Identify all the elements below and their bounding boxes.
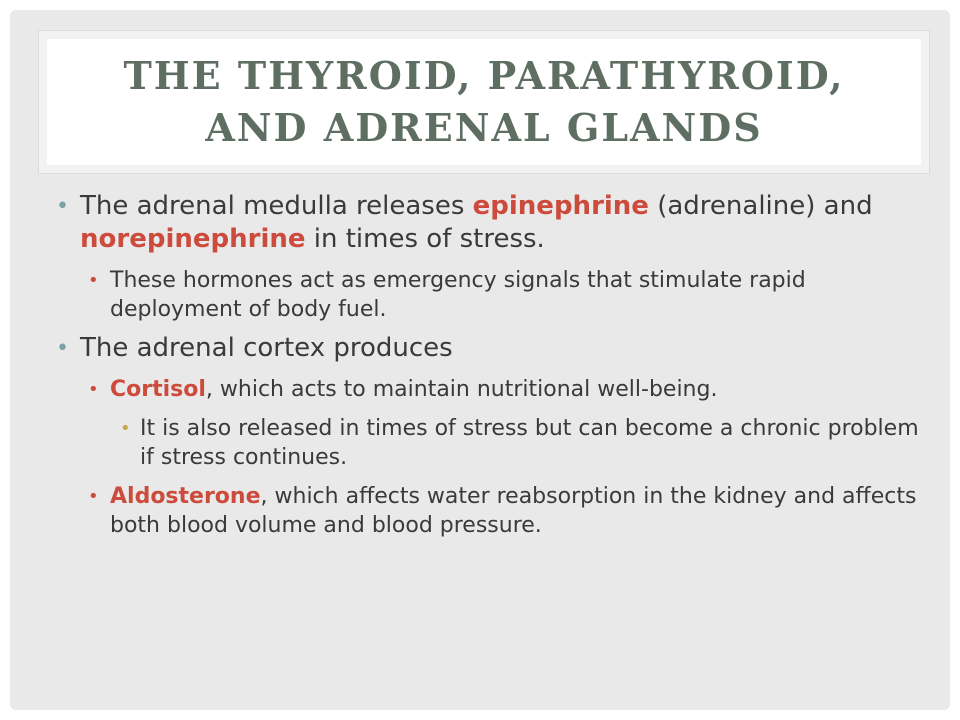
- slide: [10, 10, 950, 710]
- bullet-dot-icon: •: [88, 270, 99, 291]
- title-frame: [38, 30, 930, 174]
- bullet-text: The adrenal medulla releases: [80, 191, 473, 221]
- bullet-adrenal-medulla: [56, 190, 936, 256]
- highlight-aldosterone: Aldosterone: [110, 484, 261, 509]
- sub-sub-bullet-stress: [56, 414, 936, 472]
- bullet-text: in times of stress.: [305, 224, 545, 254]
- bullet-dot-icon: •: [56, 194, 69, 219]
- sub-bullet-aldosterone: [56, 482, 936, 540]
- bullet-adrenal-cortex: [56, 332, 936, 365]
- highlight-norepinephrine: norepinephrine: [80, 224, 306, 254]
- bullet-dot-icon: •: [56, 336, 69, 361]
- slide-title-line-1: THE THYROID, PARATHYROID,: [123, 53, 845, 98]
- bullet-dot-icon: •: [88, 486, 99, 507]
- bullet-dot-icon: •: [88, 379, 99, 400]
- bullet-text: The adrenal cortex produces: [80, 333, 453, 363]
- title-panel: [47, 39, 921, 165]
- slide-body: [56, 182, 936, 540]
- slide-title-line-2: AND ADRENAL GLANDS: [205, 105, 763, 150]
- bullet-dot-icon: •: [120, 418, 131, 439]
- bullet-text: , which acts to maintain nutritional well-being.: [205, 377, 718, 402]
- highlight-epinephrine: epinephrine: [472, 191, 649, 221]
- sub-bullet-emergency-signals: [56, 266, 936, 324]
- bullet-text: These hormones act as emergency signals that stimulate rapid deployment of body fuel.: [110, 268, 806, 322]
- sub-bullet-cortisol: [56, 375, 936, 404]
- bullet-text: It is also released in times of stress but can become a chronic problem if stress continues.: [140, 416, 919, 470]
- bullet-text: , which affects water reabsorption in the kidney and affects both blood volume and blood pressure.: [110, 484, 917, 538]
- bullet-text: (adrenaline) and: [648, 191, 873, 221]
- highlight-cortisol: Cortisol: [110, 377, 206, 402]
